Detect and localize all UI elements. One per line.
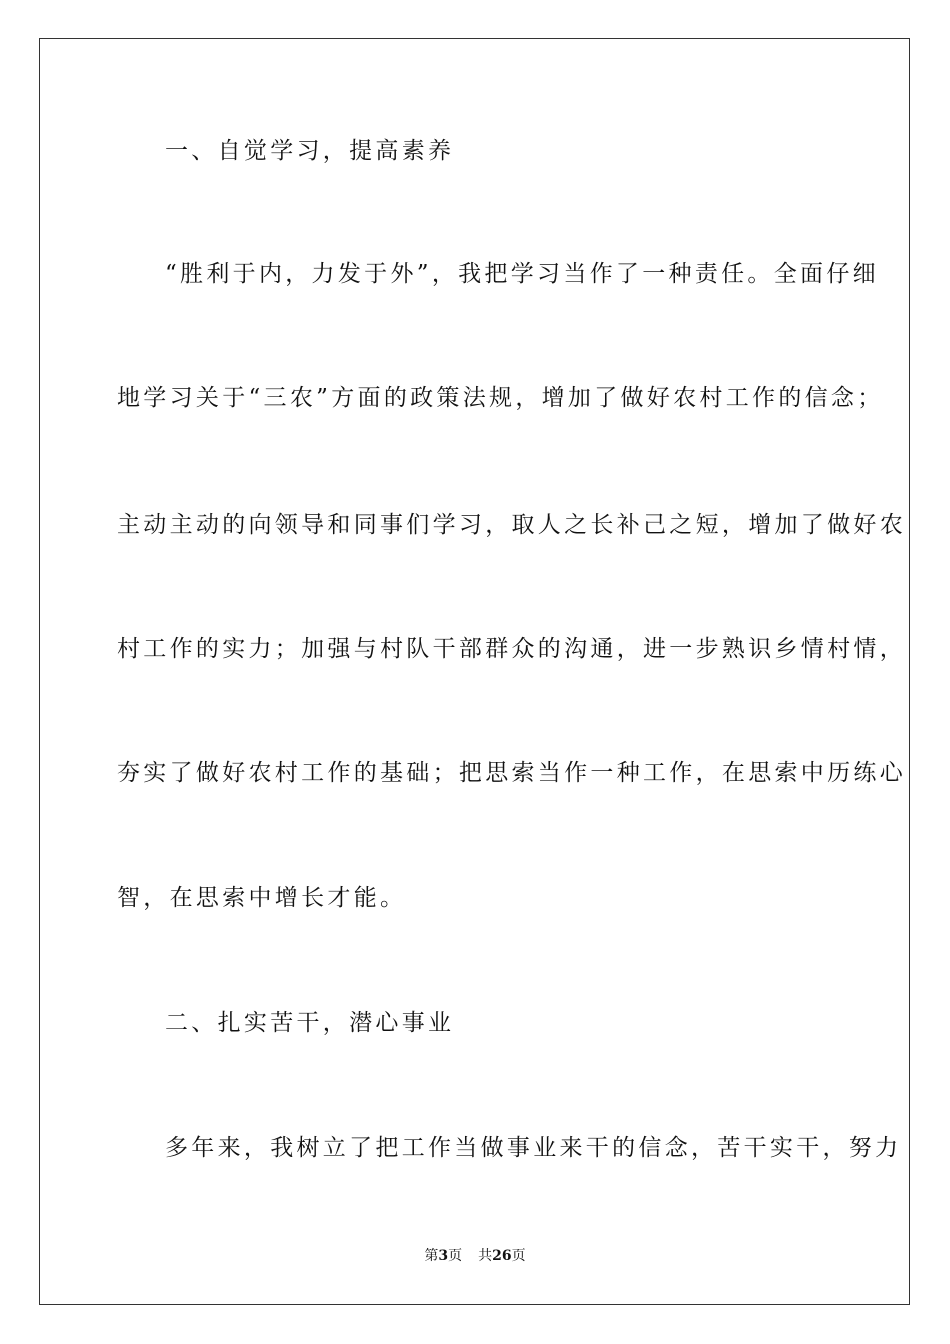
section-heading-2: 二、扎实苦干，潜心事业 [165,1010,455,1036]
paragraph-line: 村工作的实力；加强与村队干部群众的沟通，进一步熟识乡情村情， [117,636,906,662]
page-number: 3 [438,1248,449,1264]
paragraph-line: 地学习关于“三农”方面的政策法规，增加了做好农村工作的信念； [117,385,884,411]
paragraph-line: 主动主动的向领导和同事们学习，取人之长补己之短，增加了做好农 [117,512,906,538]
page-footer [0,1247,950,1265]
total-pages: 26 [492,1248,512,1264]
paragraph-line: 夯实了做好农村工作的基础；把思索当作一种工作，在思索中历练心 [117,760,906,786]
page-prefix: 第 [424,1248,439,1264]
paragraph-line: “胜利于内，力发于外”，我把学习当作了一种责任。全面仔细 [165,261,879,287]
section-heading-1: 一、自觉学习，提高素养 [165,138,455,164]
page-frame [39,38,910,1305]
page-suffix: 页 [448,1248,463,1264]
paragraph-line: 智，在思索中增长才能。 [117,885,407,911]
total-prefix: 共 [478,1248,493,1264]
paragraph-line: 多年来，我树立了把工作当做事业来干的信念，苦干实干，努力 [165,1135,902,1161]
total-suffix: 页 [511,1248,526,1264]
